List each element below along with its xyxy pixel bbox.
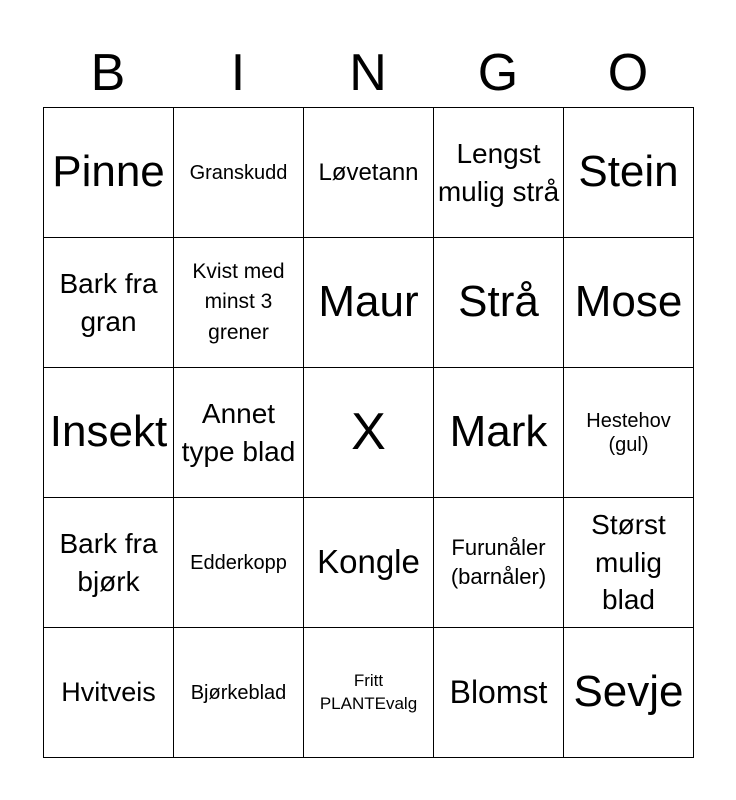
bingo-card (43, 107, 694, 758)
bingo-cell[interactable]: Fritt PLANTEvalg (304, 628, 434, 758)
header-letter-b: B (90, 44, 126, 102)
free-space-cell[interactable]: X (304, 368, 434, 498)
bingo-cell[interactable]: Insekt (44, 368, 174, 498)
bingo-cell[interactable]: Hvitveis (44, 628, 174, 758)
bingo-cell[interactable]: Kvist med minst 3 grener (174, 238, 304, 368)
header-letter-g: G (477, 44, 519, 102)
bingo-cell[interactable]: Furunåler (barnåler) (434, 498, 564, 628)
bingo-cell[interactable]: Mose (564, 238, 694, 368)
bingo-cell[interactable]: Hestehov (gul) (564, 368, 694, 498)
bingo-cell[interactable]: Maur (304, 238, 434, 368)
bingo-cell[interactable]: Bark fra gran (44, 238, 174, 368)
bingo-cell[interactable]: Kongle (304, 498, 434, 628)
bingo-cell[interactable]: Bjørkeblad (174, 628, 304, 758)
header-letter-i: I (230, 44, 246, 102)
header-letter-n: N (349, 44, 387, 102)
bingo-cell[interactable]: Løvetann (304, 108, 434, 238)
bingo-cell[interactable]: Mark (434, 368, 564, 498)
bingo-cell[interactable]: Sevje (564, 628, 694, 758)
bingo-cell[interactable]: Størst mulig blad (564, 498, 694, 628)
bingo-cell[interactable]: Lengst mulig strå (434, 108, 564, 238)
bingo-cell[interactable]: Annet type blad (174, 368, 304, 498)
bingo-cell[interactable]: Pinne (44, 108, 174, 238)
bingo-cell[interactable]: Strå (434, 238, 564, 368)
bingo-header (43, 40, 693, 106)
header-letter-o: O (607, 44, 649, 102)
bingo-cell[interactable]: Bark fra bjørk (44, 498, 174, 628)
bingo-cell[interactable]: Blomst (434, 628, 564, 758)
bingo-cell[interactable]: Stein (564, 108, 694, 238)
bingo-cell[interactable]: Edderkopp (174, 498, 304, 628)
bingo-cell[interactable]: Granskudd (174, 108, 304, 238)
